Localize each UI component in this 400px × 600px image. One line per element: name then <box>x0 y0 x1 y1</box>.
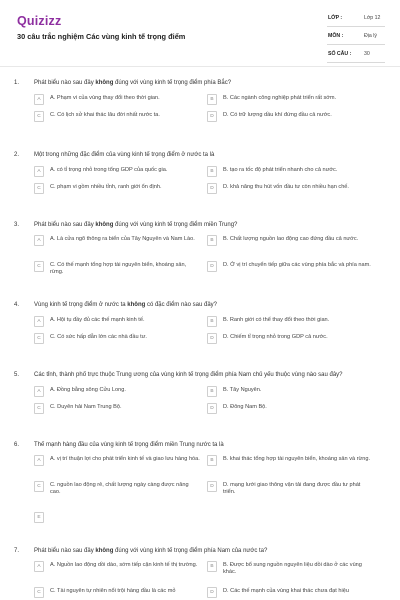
option-text: A. Là cửa ngõ thông ra biển của Tây Nguyên và Nam Lào. <box>50 236 195 242</box>
question-text-pre: Phát biểu nào sau đây <box>34 548 96 554</box>
answer-option[interactable] <box>207 183 380 194</box>
option-text: B. khai thác tổng hợp tài nguyên biển, khoáng sản và rừng. <box>223 456 371 462</box>
option-letter-box[interactable]: C <box>34 333 44 344</box>
page-title: 30 câu trắc nghiệm Các vùng kinh tế trọng điểm <box>17 32 186 41</box>
option-letter-box[interactable]: A <box>34 455 44 466</box>
option-letter-box[interactable]: B <box>207 166 217 177</box>
answer-option[interactable] <box>207 316 380 327</box>
option-text: A. vị trí thuận lợi cho phát triển kinh tế và giao lưu hàng hóa. <box>50 456 200 462</box>
option-text: D. Đông Nam Bộ. <box>223 404 267 410</box>
meta-value: Địa lý <box>364 33 377 39</box>
option-row <box>34 333 380 344</box>
answer-option[interactable] <box>34 111 207 122</box>
question-item <box>0 148 400 191</box>
option-text: C. Có thế mạnh tổng hợp tài nguyên biển, khoáng sản, rừng. <box>50 262 187 275</box>
answer-option[interactable] <box>34 403 207 414</box>
question-text-pre: Phát biểu nào sau đây <box>34 80 96 86</box>
meta-row-count <box>327 48 385 63</box>
option-row <box>34 587 380 598</box>
option-text: C. Tài nguyên tự nhiên nổi trội hàng đầu là các mỏ <box>50 588 176 594</box>
meta-label: MÔN : <box>328 33 344 39</box>
option-row <box>34 94 380 105</box>
option-letter-box[interactable]: B <box>207 94 217 105</box>
question-text-post: đúng với vùng kinh tế trọng điểm miền Trung? <box>113 222 238 228</box>
option-text: A. Đồng bằng sông Cửu Long. <box>50 387 126 393</box>
option-text: A. Hội tụ đầy đủ các thế mạnh kinh tế. <box>50 317 145 323</box>
option-letter-box[interactable]: A <box>34 166 44 177</box>
question-text-post: có đặc điểm nào sau đây? <box>145 302 217 308</box>
question-item <box>0 438 400 520</box>
meta-label: LỚP : <box>328 15 343 21</box>
answer-option[interactable] <box>34 333 207 344</box>
option-letter-box[interactable]: C <box>34 481 44 492</box>
meta-label: SỐ CÂU : <box>328 51 352 57</box>
option-text: C. Có lịch sử khai thác lâu đời nhất nước ta. <box>50 112 160 118</box>
question-text <box>34 548 267 554</box>
option-letter-box[interactable]: E <box>34 512 44 523</box>
question-text-post: đúng với vùng kinh tế trọng điểm phía Bắc? <box>113 80 232 86</box>
question-header <box>0 218 400 234</box>
question-text <box>34 302 217 308</box>
option-row <box>34 166 380 177</box>
question-number: 5. <box>14 372 20 378</box>
option-text: D. Ở vị trí chuyển tiếp giữa các vùng phía bắc và phía nam. <box>223 262 371 268</box>
question-number: 4. <box>14 302 20 308</box>
question-text-emphasis: không <box>95 548 114 554</box>
option-row <box>34 481 380 496</box>
option-text: D. Chiếm tỉ trọng nhỏ trong GDP cả nước. <box>223 334 328 340</box>
option-text: D. mạng lưới giao thông vận tải đang được đầu tư phát triển. <box>223 482 361 495</box>
answer-option[interactable] <box>207 386 380 397</box>
option-letter-box[interactable]: C <box>34 111 44 122</box>
meta-value: 30 <box>364 51 370 57</box>
option-text: A. có tỉ trọng nhỏ trong tổng GDP của quốc gia. <box>50 167 168 173</box>
answer-option[interactable] <box>34 94 207 105</box>
option-letter-box[interactable]: D <box>207 111 217 122</box>
option-letter-box[interactable]: A <box>34 235 44 246</box>
option-text: C. phạm vi gồm nhiều tỉnh, ranh giới ổn định. <box>50 184 162 190</box>
answer-option[interactable] <box>207 561 380 576</box>
option-letter-box[interactable]: A <box>34 94 44 105</box>
header <box>0 0 400 66</box>
quizizz-logo: Quizizz <box>17 14 62 28</box>
answer-option[interactable] <box>34 455 207 466</box>
question-text <box>34 372 343 378</box>
option-letter-box[interactable]: B <box>207 455 217 466</box>
question-item <box>0 218 400 275</box>
option-text: D. Có trữ lượng dầu khí đứng đầu cả nước. <box>223 112 332 118</box>
answer-option[interactable] <box>207 261 380 276</box>
question-item <box>0 76 400 119</box>
option-row <box>34 403 380 414</box>
question-text <box>34 222 237 228</box>
option-text: C. nguồn lao động rẻ, chất lượng ngày càng được nâng cao. <box>50 482 189 495</box>
meta-row-grade <box>327 12 385 27</box>
question-number: 3. <box>14 222 20 228</box>
question-text <box>34 80 231 86</box>
answer-option[interactable] <box>34 166 207 177</box>
option-text: B. Chất lượng nguồn lao động cao đứng đầu cả nước. <box>223 236 359 242</box>
meta-row-subject <box>327 30 385 45</box>
question-text-pre: Vùng kinh tế trọng điểm ở nước ta <box>34 302 128 308</box>
option-text: C. Duyên hải Nam Trung Bộ. <box>50 404 122 410</box>
question-header <box>0 368 400 384</box>
question-text <box>34 152 214 158</box>
answer-option[interactable] <box>207 455 380 466</box>
question-text-pre: Một trong những đặc điểm của vùng kinh tế trọng điểm ở nước ta là <box>34 152 215 158</box>
question-text-emphasis: không <box>95 222 114 228</box>
question-number: 6. <box>14 442 20 448</box>
option-letter-box[interactable]: D <box>207 481 217 492</box>
option-text: B. Được bổ sung nguồn nguyên liệu dồi dào ở các vùng khác. <box>223 562 362 575</box>
option-letter-box[interactable]: B <box>207 386 217 397</box>
meta-value: Lớp 12 <box>364 15 381 21</box>
answer-option[interactable] <box>34 587 207 598</box>
option-letter-box[interactable]: C <box>34 403 44 414</box>
question-text-emphasis: không <box>95 80 114 86</box>
question-header <box>0 544 400 560</box>
answer-option[interactable] <box>207 94 380 105</box>
answer-option[interactable] <box>207 481 380 496</box>
answer-option[interactable] <box>34 512 207 523</box>
option-row <box>34 261 380 276</box>
option-letter-box[interactable]: D <box>207 333 217 344</box>
question-header <box>0 76 400 92</box>
answer-option[interactable] <box>207 333 380 344</box>
answer-option[interactable] <box>34 561 207 576</box>
option-row <box>34 183 380 194</box>
answer-option[interactable] <box>207 111 380 122</box>
answer-option[interactable] <box>207 235 380 246</box>
option-letter-box[interactable]: A <box>34 561 44 572</box>
answer-option[interactable] <box>207 587 380 598</box>
option-letter-box[interactable]: C <box>34 587 44 598</box>
option-text: C. Có sức hấp dẫn lớn các nhà đầu tư. <box>50 334 147 340</box>
option-text: B. Các ngành công nghiệp phát triển rất sớm. <box>223 95 337 101</box>
option-letter-box[interactable]: B <box>207 235 217 246</box>
question-text-post: đúng với vùng kinh tế trọng điểm phía Nam của nước ta? <box>113 548 268 554</box>
answer-option[interactable] <box>207 166 380 177</box>
option-letter-box[interactable]: A <box>34 386 44 397</box>
question-text-pre: Phát biểu nào sau đây <box>34 222 96 228</box>
question-number: 1. <box>14 80 20 86</box>
answer-option[interactable] <box>34 316 207 327</box>
option-row <box>34 561 380 576</box>
question-header <box>0 438 400 454</box>
question-text-pre: Các tỉnh, thành phố trực thuộc Trung ương của vùng kinh tế trọng điểm phía Nam chủ yếu thuộc vùng nào sau đây? <box>34 372 343 378</box>
answer-option[interactable] <box>34 481 207 496</box>
question-text-pre: Thế mạnh hàng đầu của vùng kinh tế trọng điểm miền Trung nước ta là <box>34 442 224 448</box>
question-item <box>0 368 400 411</box>
option-letter-box[interactable]: C <box>34 261 44 272</box>
question-item <box>0 544 400 595</box>
option-letter-box[interactable]: D <box>207 587 217 598</box>
option-letter-box[interactable]: C <box>34 183 44 194</box>
option-row <box>34 455 380 466</box>
question-item <box>0 298 400 341</box>
question-number: 2. <box>14 152 20 158</box>
question-number: 7. <box>14 548 20 554</box>
answer-option[interactable] <box>34 386 207 397</box>
option-letter-box[interactable]: B <box>207 316 217 327</box>
question-text <box>34 442 224 448</box>
option-row <box>34 235 380 246</box>
option-text: A. Phạm vi của vùng thay đổi theo thời gian. <box>50 95 160 101</box>
option-row <box>34 316 380 327</box>
option-row <box>34 386 380 397</box>
answer-option[interactable] <box>34 183 207 194</box>
meta-info <box>327 12 385 66</box>
option-text: B. Tây Nguyên. <box>223 387 262 393</box>
question-text-emphasis: không <box>127 302 146 308</box>
option-text: D. khả năng thu hút vốn đầu tư còn nhiều hạn chế. <box>223 184 349 190</box>
option-letter-box[interactable]: D <box>207 403 217 414</box>
question-header <box>0 148 400 164</box>
option-row <box>34 111 380 122</box>
answer-option[interactable] <box>207 403 380 414</box>
option-letter-box[interactable]: A <box>34 316 44 327</box>
option-letter-box[interactable]: B <box>207 561 217 572</box>
answer-option[interactable] <box>34 235 207 246</box>
option-text: B. Ranh giới có thể thay đổi theo thời gian. <box>223 317 330 323</box>
question-header <box>0 298 400 314</box>
option-text: A. Nguồn lao động dồi dào, sớm tiếp cận kinh tế thị trường. <box>50 562 198 568</box>
option-text: D. Các thế mạnh của vùng khai thác chưa đạt hiệu <box>223 588 349 594</box>
option-text: B. tạo ra tốc độ phát triển nhanh cho cả nước. <box>223 167 338 173</box>
option-letter-box[interactable]: D <box>207 183 217 194</box>
option-letter-box[interactable]: D <box>207 261 217 272</box>
answer-option[interactable] <box>34 261 207 276</box>
header-divider <box>0 66 400 67</box>
